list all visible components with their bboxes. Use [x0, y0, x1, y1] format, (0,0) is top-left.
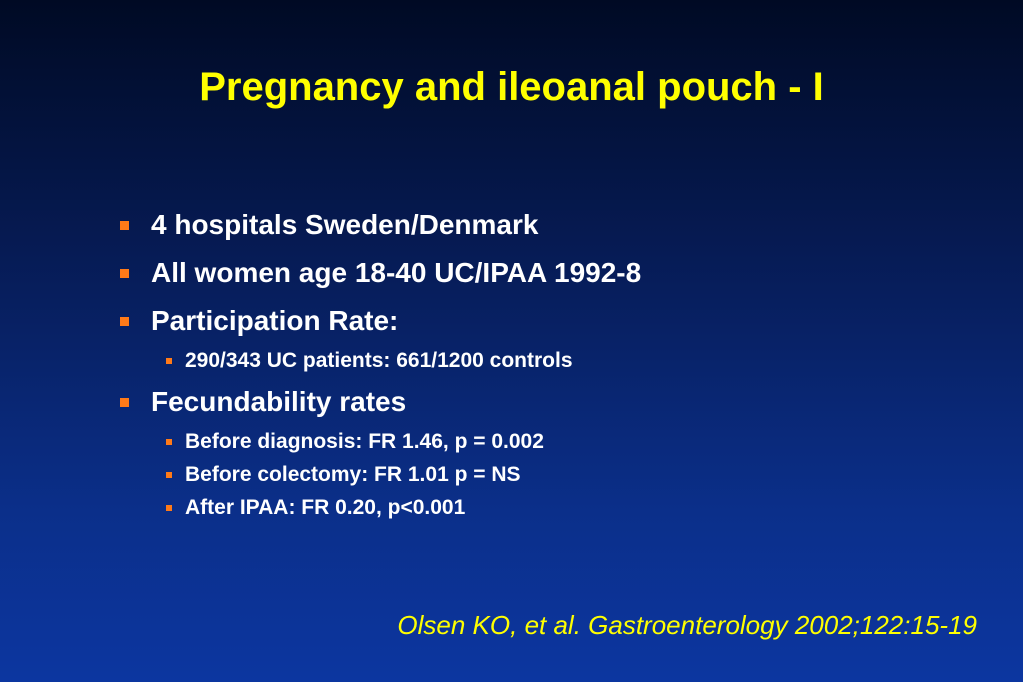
square-bullet-icon	[166, 358, 172, 364]
sub-bullet-text: Before colectomy: FR 1.01 p = NS	[185, 463, 521, 486]
sub-bullet-item	[118, 495, 978, 521]
bullet-list	[118, 208, 978, 532]
square-bullet-icon	[120, 221, 129, 230]
square-bullet-icon	[166, 439, 172, 445]
square-bullet-icon	[120, 317, 129, 326]
bullet-item	[118, 208, 978, 242]
slide-title: Pregnancy and ileoanal pouch - I	[199, 65, 824, 109]
bullet-item	[118, 304, 978, 338]
sub-bullet-text: Before diagnosis: FR 1.46, p = 0.002	[185, 430, 544, 453]
bullet-text: 4 hospitals Sweden/Denmark	[151, 209, 539, 240]
citation: Olsen KO, et al. Gastroenterology 2002;122:15-19	[397, 610, 977, 640]
bullet-text: Fecundability rates	[151, 386, 407, 417]
square-bullet-icon	[120, 398, 129, 407]
bullet-item	[118, 385, 978, 419]
sub-bullet-item	[118, 348, 978, 374]
bullet-item	[118, 256, 978, 290]
sub-bullet-item	[118, 462, 978, 488]
bullet-text: All women age 18-40 UC/IPAA 1992-8	[151, 257, 642, 288]
sub-bullet-text: 290/343 UC patients: 661/1200 controls	[185, 349, 573, 372]
square-bullet-icon	[166, 505, 172, 511]
bullet-text: Participation Rate:	[151, 305, 399, 336]
sub-bullet-text: After IPAA: FR 0.20, p<0.001	[185, 496, 466, 519]
sub-bullet-item	[118, 429, 978, 455]
square-bullet-icon	[166, 472, 172, 478]
square-bullet-icon	[120, 269, 129, 278]
